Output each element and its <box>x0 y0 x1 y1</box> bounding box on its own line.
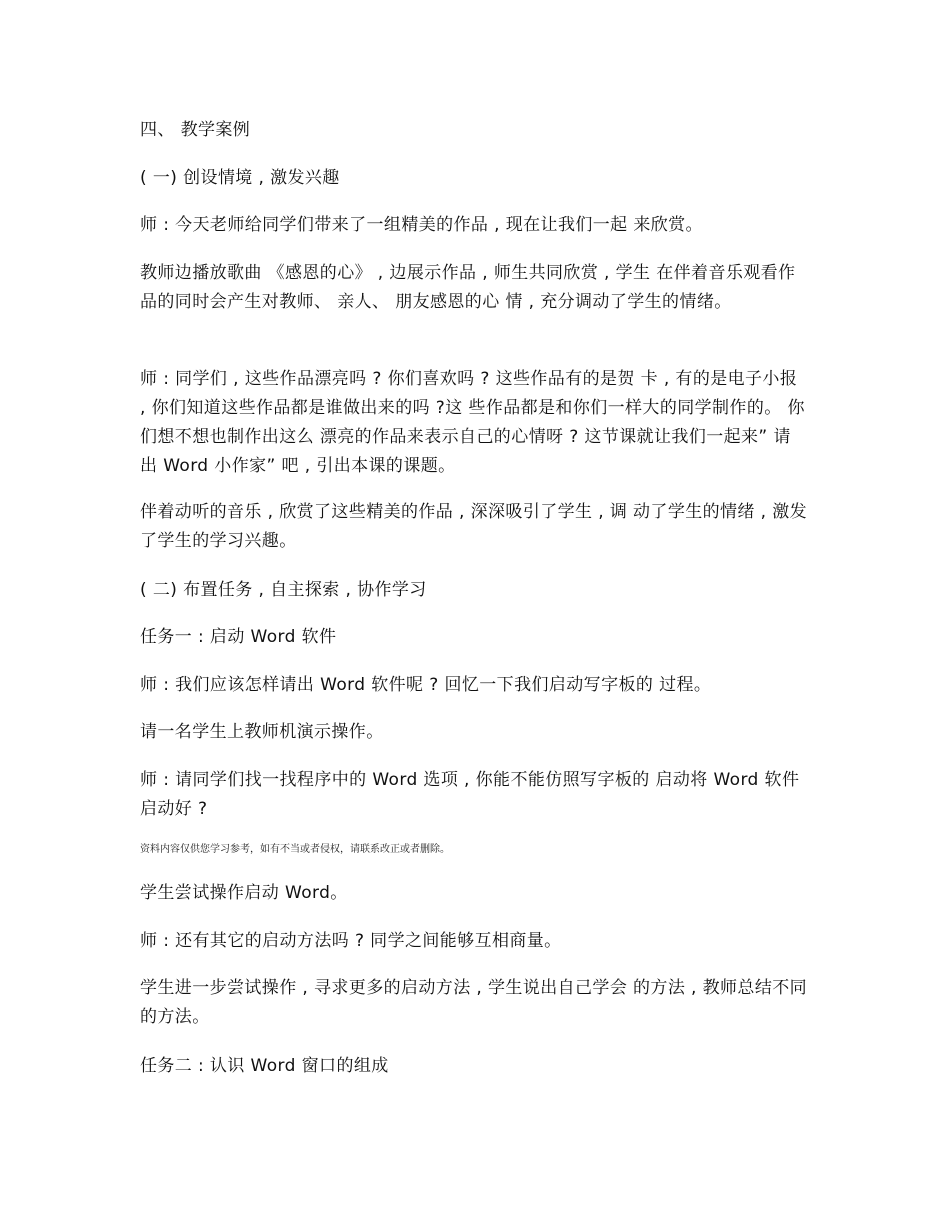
subsection-heading: ( 一) 创设情境 , 激发兴趣 <box>140 168 340 188</box>
task-heading: 任务二 : 认识 Word 窗口的组成 <box>140 1056 389 1076</box>
paragraph: 学生进一步尝试操作 , 寻求更多的启动方法 , 学生说出自己学会 的方法 , 教师总结不同的方法。 <box>140 978 808 1027</box>
footer-note: 资料内容仅供您学习参考，如有不当或者侵权，请联系改正或者删除。 <box>140 844 450 855</box>
paragraph: 伴着动听的音乐 , 欣赏了这些精美的作品 , 深深吸引了学生 , 调 动了学生的情绪 , 激发了学生的学习兴趣。 <box>140 502 808 551</box>
paragraph: 师 : 同学们 , 这些作品漂亮吗 ? 你们喜欢吗 ? 这些作品有的是贺 卡 , 有的是电子小报 , 你们知道这些作品都是谁做出来的吗 ?这 些作品都是和你们一样大的同学制作的。 你们想不想也制作出这么 漂亮的作品来表示自己的心情呀 ? 这节课就让我们一起来” 请出 Word 小作家” 吧 , 引出本课的课题。 <box>140 369 805 476</box>
subsection-heading: ( 二) 布置任务 , 自主探索 , 协作学习 <box>140 580 427 600</box>
paragraph: 师 : 我们应该怎样请出 Word 软件呢 ? 回忆一下我们启动写字板的 过程。 <box>140 675 712 695</box>
paragraph: 请一名学生上教师机演示操作。 <box>140 722 384 742</box>
task-heading: 任务一 : 启动 Word 软件 <box>140 627 337 647</box>
paragraph: 教师边播放歌曲 《感恩的心》 , 边展示作品 , 师生共同欣赏 , 学生 在伴着音乐观看作品的同时会产生对教师、 亲人、 朋友感恩的心 情 , 充分调动了学生的情绪。 <box>140 263 796 312</box>
paragraph: 师 : 请同学们找一找程序中的 Word 选项 , 你能不能仿照写字板的 启动将 Word 软件启动好 ? <box>140 770 800 819</box>
paragraph: 师 : 今天老师给同学们带来了一组精美的作品 , 现在让我们一起 来欣赏。 <box>140 215 703 235</box>
paragraph: 学生尝试操作启动 Word。 <box>140 883 348 903</box>
section-heading: 四、 教学案例 <box>140 120 251 140</box>
paragraph: 师 : 还有其它的启动方法吗 ? 同学之间能够互相商量。 <box>140 931 562 951</box>
